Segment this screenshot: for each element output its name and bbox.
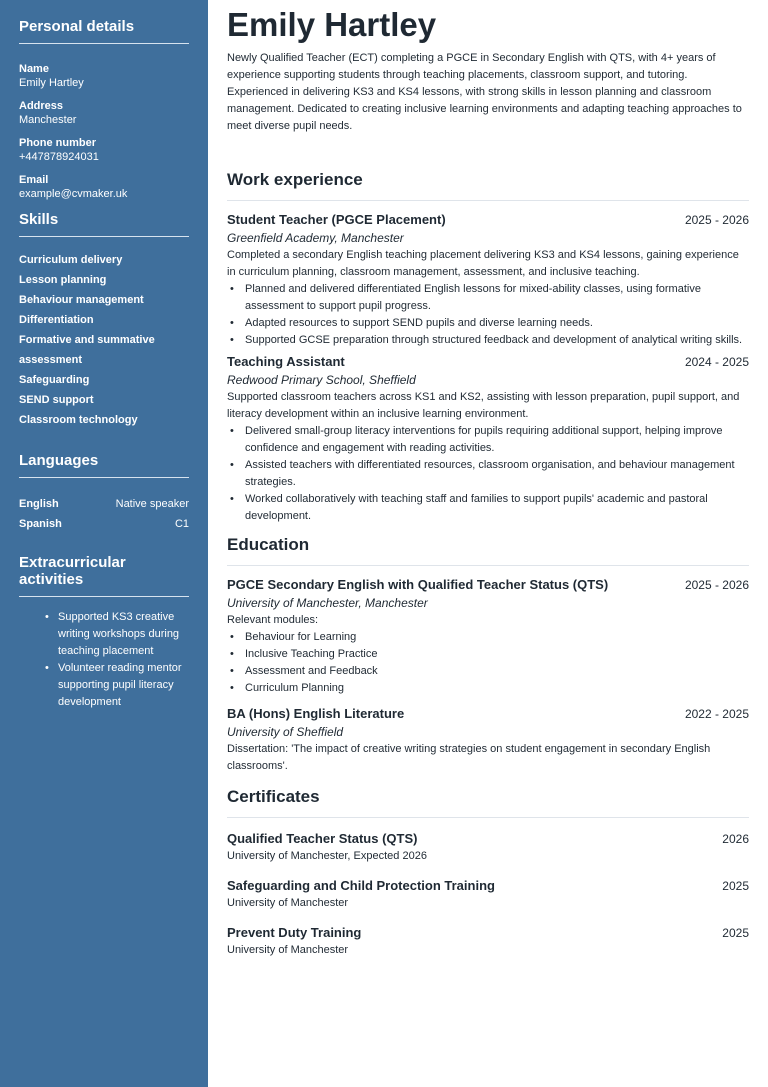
personal-details-list (19, 62, 189, 201)
bullet-item: • Delivered small-group literacy interventions for pupils requiring additional support, helping improve confidence and engagement with reading activities. (245, 423, 749, 457)
skill-item: Classroom technology (19, 414, 138, 426)
certificate-issuer: University of Manchester, Expected 2026 (227, 850, 427, 862)
extracurricular-heading: Extracurricular activities (19, 554, 189, 597)
personal-label: Address (19, 100, 64, 112)
language-row (19, 494, 189, 514)
education-heading: Education (227, 535, 749, 566)
skill-item: Behaviour management (19, 294, 144, 306)
skill-item: Safeguarding (19, 374, 90, 386)
education-entry-date: 2022 - 2025 (684, 707, 749, 721)
candidate-name: Emily Hartley (227, 6, 437, 43)
certificate-title: Prevent Duty Training (227, 925, 362, 940)
personal-name (19, 62, 189, 90)
work-entry-date: 2024 - 2025 (684, 355, 749, 369)
personal-value: Manchester (19, 114, 77, 126)
languages-list (19, 494, 189, 534)
personal-value: Emily Hartley (19, 77, 84, 89)
personal-details-heading: Personal details (19, 18, 189, 44)
education-entry-date: 2025 - 2026 (684, 578, 749, 592)
personal-label: Name (19, 63, 49, 75)
skills-heading: Skills (19, 211, 189, 237)
education-entry (227, 705, 749, 775)
education-entry-modules (227, 629, 749, 697)
language-row (19, 514, 189, 534)
extracurricular-item: • Supported KS3 creative writing workshops during teaching placement (58, 609, 189, 660)
certificate-entry (227, 924, 749, 959)
personal-phone (19, 136, 189, 164)
certificate-date: 2025 (722, 879, 749, 893)
main-content (227, 0, 749, 959)
bullet-item: • Supported GCSE preparation through structured feedback and development of analytical writing skills. (245, 332, 749, 349)
work-entry-description: Supported classroom teachers across KS1 and KS2, assisting with lesson preparation, pupil support, and literacy development within an inclusive learning environment. (227, 391, 740, 420)
personal-value: +447878924031 (19, 151, 99, 163)
language-level: C1 (174, 518, 189, 530)
skills-list (19, 250, 189, 430)
certificate-issuer: University of Manchester (227, 944, 349, 956)
work-entry (227, 211, 749, 349)
certificate-date: 2026 (722, 832, 749, 846)
certificate-date: 2025 (722, 926, 749, 940)
work-entry (227, 353, 749, 525)
module-item: • Curriculum Planning (245, 680, 749, 697)
education-entry-description: Dissertation: 'The impact of creative writing strategies on student engagement in secondary English classrooms'. (227, 743, 711, 772)
skill-item: Curriculum delivery (19, 254, 123, 266)
language-name: English (19, 498, 59, 510)
personal-address (19, 99, 189, 127)
work-entry-bullets (227, 281, 749, 349)
module-item: • Inclusive Teaching Practice (245, 646, 749, 663)
bullet-item: • Assisted teachers with differentiated resources, classroom organisation, and behaviour management strategies. (245, 457, 749, 491)
education-entry-institution: University of Manchester, Manchester (227, 596, 428, 610)
language-level: Native speaker (115, 498, 189, 510)
certificate-issuer: University of Manchester (227, 897, 349, 909)
profile-summary: Newly Qualified Teacher (ECT) completing a PGCE in Secondary English with QTS, with 4+ years of experience supporting students through teaching placements, classroom support, and tutoring. Experienced in delivering KS3 and KS4 lessons, with strong skills in lesson planning and classroom management. Dedicated to creating inclusive learning environments and adapting teaching approaches to meet diverse pupil needs. (227, 52, 742, 132)
languages-heading: Languages (19, 452, 189, 478)
education-entry-title: PGCE Secondary English with Qualified Teacher Status (QTS) (227, 577, 609, 592)
language-name: Spanish (19, 518, 62, 530)
personal-email (19, 173, 189, 201)
education-entry (227, 576, 749, 697)
education-entry-title: BA (Hons) English Literature (227, 706, 405, 721)
extracurricular-list (19, 609, 189, 711)
sidebar (0, 0, 208, 1087)
skill-item: Lesson planning (19, 274, 107, 286)
work-experience-heading: Work experience (227, 170, 749, 201)
certificates-heading: Certificates (227, 787, 749, 818)
certificate-title: Qualified Teacher Status (QTS) (227, 831, 418, 846)
education-entry-institution: University of Sheffield (227, 725, 344, 739)
education-entry-description: Relevant modules: (227, 614, 319, 626)
certificate-title: Safeguarding and Child Protection Training (227, 878, 495, 893)
bullet-item: • Adapted resources to support SEND pupils and diverse learning needs. (245, 315, 749, 332)
work-entry-employer: Redwood Primary School, Sheffield (227, 373, 416, 387)
extracurricular-item: • Volunteer reading mentor supporting pupil literacy development (58, 660, 189, 711)
module-item: • Assessment and Feedback (245, 663, 749, 680)
work-entry-description: Completed a secondary English teaching placement delivering KS3 and KS4 lessons, gaining experience in curriculum planning, classroom management, assessment, and inclusive teaching. (227, 249, 739, 278)
work-entry-employer: Greenfield Academy, Manchester (227, 231, 404, 245)
work-entry-bullets (227, 423, 749, 525)
personal-label: Phone number (19, 137, 97, 149)
module-item: • Behaviour for Learning (245, 629, 749, 646)
skill-item: SEND support (19, 394, 94, 406)
bullet-item: • Planned and delivered differentiated English lessons for mixed-ability classes, using formative assessment to support pupil progress. (245, 281, 749, 315)
personal-label: Email (19, 174, 49, 186)
skill-item: Differentiation (19, 314, 94, 326)
work-entry-date: 2025 - 2026 (684, 213, 749, 227)
certificate-entry (227, 877, 749, 912)
skill-item: Formative and summative assessment (19, 334, 155, 366)
work-entry-title: Teaching Assistant (227, 354, 345, 369)
work-entry-title: Student Teacher (PGCE Placement) (227, 212, 446, 227)
certificate-entry (227, 830, 749, 865)
bullet-item: • Worked collaboratively with teaching staff and families to support pupils' academic and pastoral development. (245, 491, 749, 525)
personal-value: example@cvmaker.uk (19, 188, 128, 200)
